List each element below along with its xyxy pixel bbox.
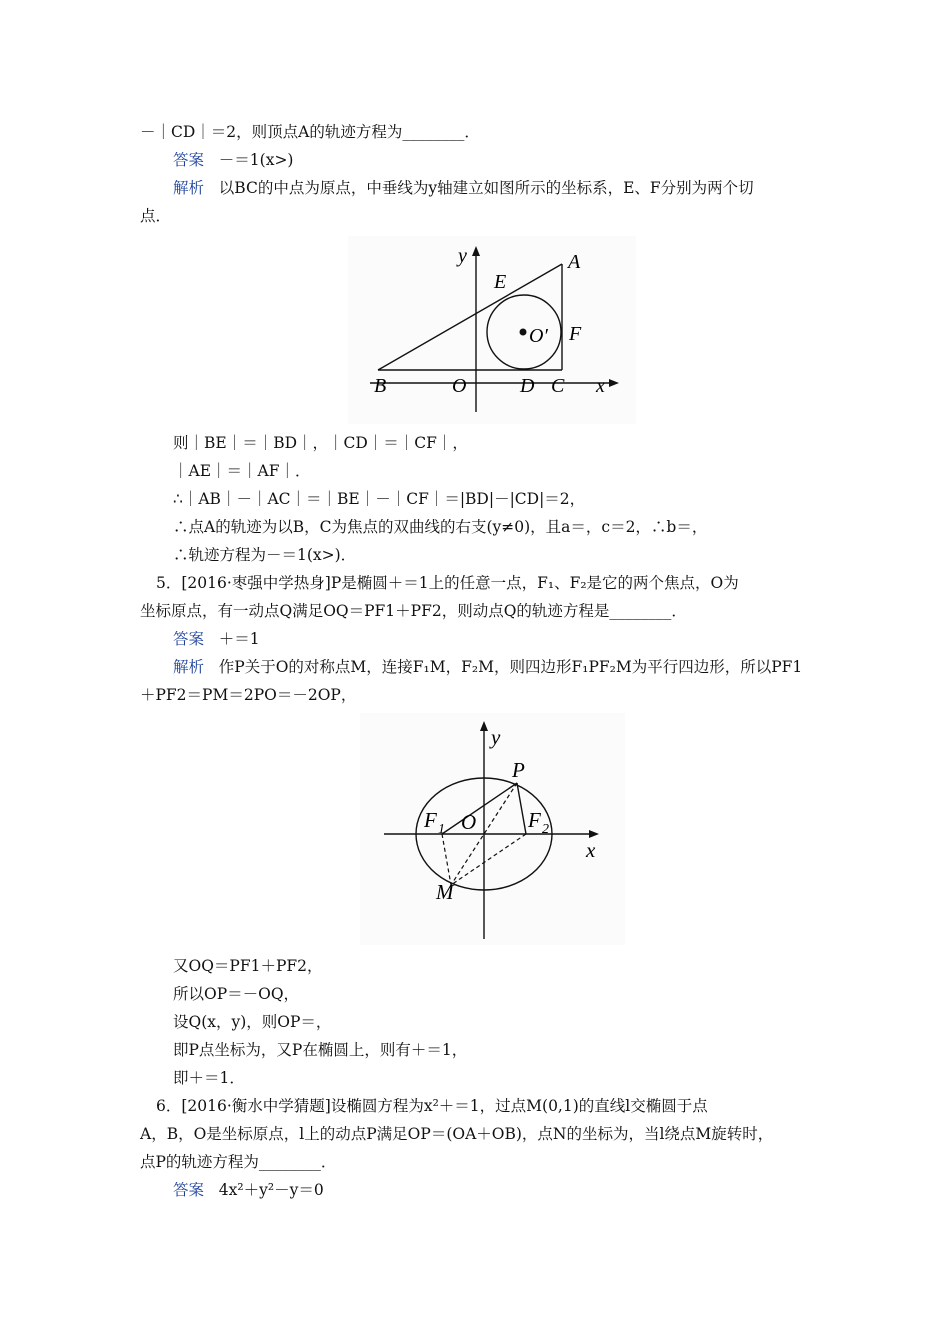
- analysis-tag: 解析: [173, 179, 205, 197]
- answer-line: [173, 149, 853, 171]
- answer-text: 4x²＋y²－y＝0: [218, 1181, 324, 1199]
- text-line: ∴点A的轨迹为以B，C为焦点的双曲线的右支(y≠0)，且a＝，c＝2，∴b＝，: [173, 518, 708, 536]
- text-line: ∴轨迹方程为－＝1(x>)．: [173, 546, 357, 564]
- text-line: 又OQ＝PF1＋PF2，: [173, 957, 323, 975]
- label-o: O: [461, 810, 477, 834]
- text-line: ＋PF2＝PM＝2PO＝－2OP，: [140, 686, 357, 704]
- label-f1: F: [424, 808, 437, 832]
- text-line: 点P的轨迹方程为________．: [140, 1153, 337, 1171]
- side-ba: [378, 264, 562, 370]
- answer-line: [173, 628, 853, 650]
- text-line: 则｜BE｜＝｜BD｜，｜CD｜＝｜CF｜，: [173, 434, 468, 452]
- text-line: 即＋＝1．: [173, 1069, 245, 1087]
- text-line: 点．: [140, 207, 172, 225]
- figure-ellipse-parallelogram: [360, 713, 625, 945]
- label-b: B: [374, 375, 387, 397]
- text-line: －｜CD｜＝2，则顶点A的轨迹方程为________．: [140, 123, 480, 141]
- label-y: y: [491, 725, 501, 749]
- text-line: ∴｜AB｜－｜AC｜＝｜BE｜－｜CF｜＝|BD|－|CD|＝2，: [173, 490, 586, 508]
- answer-tag: 答案: [173, 1181, 205, 1199]
- text-line: A，B，O是坐标原点，l上的动点P满足OP＝(OA＋OB)，点N的坐标为，当l绕点M旋转时，: [140, 1125, 774, 1143]
- label-p: P: [512, 758, 525, 782]
- label-f2-sub: 2: [542, 822, 549, 837]
- label-x: x: [596, 375, 605, 397]
- analysis-tag: 解析: [173, 658, 205, 676]
- analysis-line: [173, 656, 853, 678]
- segment-f2m: [451, 834, 526, 885]
- center-point: [520, 329, 527, 336]
- answer-tag: 答案: [173, 151, 205, 169]
- label-o: O: [452, 375, 467, 397]
- label-x: x: [586, 838, 596, 862]
- text-line: ｜AE｜＝｜AF｜．: [173, 462, 311, 480]
- label-o-prime: O′: [529, 325, 548, 347]
- label-f1-sub: 1: [438, 822, 445, 837]
- segment-f1m: [442, 834, 451, 885]
- answer-line: [173, 1179, 853, 1201]
- x-axis-arrow: [609, 379, 619, 387]
- x-axis-arrow: [589, 830, 599, 838]
- text-line: 坐标原点，有一动点Q满足OQ＝PF1＋PF2，则动点Q的轨迹方程是________．: [140, 602, 687, 620]
- answer-tag: 答案: [173, 630, 205, 648]
- label-f: F: [569, 323, 582, 345]
- label-e: E: [494, 271, 507, 293]
- analysis-text: 作P关于O的对称点M，连接F₁M，F₂M，则四边形F₁PF₂M为平行四边形，所以PF1: [218, 658, 803, 676]
- label-f2: F: [528, 808, 541, 832]
- y-axis-arrow: [472, 246, 480, 256]
- question-5-line: 5．[2016·枣强中学热身]P是椭圆＋＝1上的任意一点，F₁、F₂是它的两个焦点，O为: [156, 574, 739, 592]
- label-y: y: [458, 245, 467, 267]
- y-axis-arrow: [480, 721, 488, 731]
- answer-text: ＋＝1: [218, 630, 260, 648]
- segment-pf2: [517, 783, 526, 834]
- answer-text: －＝1(x>): [218, 151, 294, 169]
- text-line: 所以OP＝－OQ，: [173, 985, 300, 1003]
- analysis-text: 以BC的中点为原点，中垂线为y轴建立如图所示的坐标系，E、F分别为两个切: [218, 179, 754, 197]
- text-line: 即P点坐标为，又P在椭圆上，则有＋＝1，: [173, 1041, 468, 1059]
- segment-f1p: [442, 783, 517, 834]
- label-d: D: [520, 375, 535, 397]
- label-c: C: [551, 375, 565, 397]
- analysis-line: [173, 177, 853, 199]
- label-a: A: [568, 251, 581, 273]
- question-6-line: 6．[2016·衡水中学猜题]设椭圆方程为x²＋＝1，过点M(0,1)的直线l交椭圆于点: [156, 1097, 708, 1115]
- text-line: 设Q(x，y)，则OP＝，: [173, 1013, 332, 1031]
- label-m: M: [436, 880, 454, 904]
- figure-triangle-incircle: [348, 236, 636, 424]
